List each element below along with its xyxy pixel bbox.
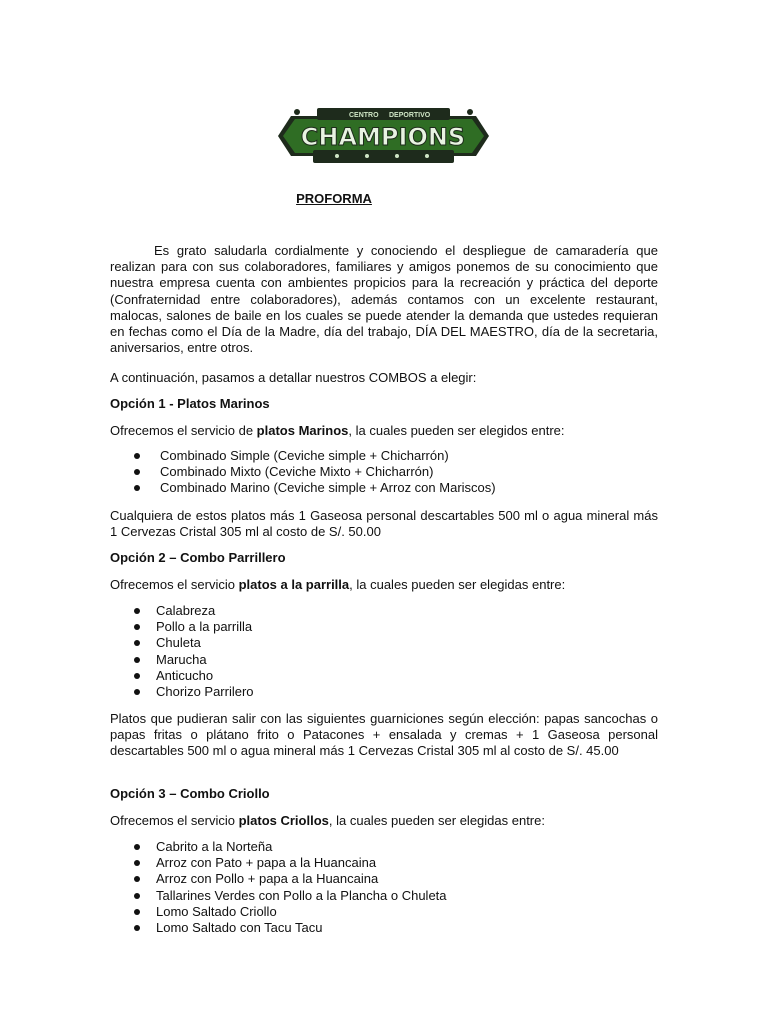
bullet-icon — [134, 909, 140, 915]
option3-offer-post: , la cuales pueden ser elegidas entre: — [328, 813, 545, 828]
option1-note: Cualquiera de estos platos más 1 Gaseosa personal descartables 500 ml o agua mineral más 1 Cervezas Cristal 305 ml al costo de S/. 50.00 — [110, 508, 658, 540]
option2-offer-pre: Ofrecemos el servicio — [110, 577, 239, 592]
bullet-icon — [134, 673, 140, 679]
list-item: Marucha — [110, 652, 658, 668]
champions-logo — [277, 106, 490, 166]
list-item: Cabrito a la Norteña — [110, 839, 658, 855]
bullet-icon — [134, 893, 140, 899]
option3-list — [110, 839, 658, 936]
list-item: Chuleta — [110, 635, 658, 651]
option2-heading: Opción 2 – Combo Parrillero — [110, 550, 286, 565]
list-item: Combinado Marino (Ceviche simple + Arroz con Mariscos) — [110, 480, 658, 496]
option2-note: Platos que pudieran salir con las siguientes guarniciones según elección: papas sancochas o papas fritas o plátano frito o Patacones + ensalada y cremas + 1 Gaseosa personal descartables 500 ml o agua mineral más 1 Cervezas Cristal 305 ml al costo de S/. 45.00 — [110, 711, 658, 759]
option3-offer — [110, 813, 658, 829]
list-item: Lomo Saltado con Tacu Tacu — [110, 920, 658, 936]
option3-heading: Opción 3 – Combo Criollo — [110, 786, 270, 801]
option1-offer-bold: platos Marinos — [256, 423, 349, 438]
bullet-icon — [134, 608, 140, 614]
intro-paragraph: Es grato saludarla cordialmente y conociendo el despliegue de camaradería que realizan para con sus colaboradores, familiares y amigos ponemos de su conocimiento que nuestra empresa cuenta con ambientes propicios para la recreación y práctica del deporte (Confraternidad entre colaboradores), además contamos con un excelente restaurant, malocas, salones de baile en los cuales se puede atender la demanda que ustedes requieran en fechas como el Día de la Madre, día del trabajo, DÍA DEL MAESTRO, día de la secretaria, aniversarios, entre otros. — [110, 243, 658, 356]
option1-offer — [110, 423, 658, 439]
list-item: Combinado Simple (Ceviche simple + Chicharrón) — [110, 448, 658, 464]
option3-offer-bold: platos Criollos — [238, 813, 329, 828]
list-item: Chorizo Parrilero — [110, 684, 658, 700]
bullet-icon — [134, 624, 140, 630]
bullet-icon — [134, 453, 140, 459]
bullet-icon — [134, 844, 140, 850]
option1-heading: Opción 1 - Platos Marinos — [110, 396, 270, 411]
list-item: Anticucho — [110, 668, 658, 684]
bullet-icon — [134, 860, 140, 866]
bullet-icon — [134, 925, 140, 931]
option1-offer-post: , la cuales pueden ser elegidos entre: — [348, 423, 565, 438]
list-item: Calabreza — [110, 603, 658, 619]
continuation-line: A continuación, pasamos a detallar nuestros COMBOS a elegir: — [110, 370, 477, 385]
logo-top-right: DEPORTIVO — [389, 112, 431, 119]
logo-brand: CHAMPIONS — [300, 123, 466, 151]
bullet-icon — [134, 876, 140, 882]
list-item: Lomo Saltado Criollo — [110, 904, 658, 920]
bullet-icon — [134, 689, 140, 695]
bullet-icon — [134, 485, 140, 491]
page-title: PROFORMA — [296, 191, 372, 206]
option2-offer — [110, 577, 658, 593]
list-item: Arroz con Pato + papa a la Huancaina — [110, 855, 658, 871]
list-item: Tallarines Verdes con Pollo a la Plancha o Chuleta — [110, 888, 658, 904]
list-item: Pollo a la parrilla — [110, 619, 658, 635]
list-item: Combinado Mixto (Ceviche Mixto + Chicharrón) — [110, 464, 658, 480]
option1-offer-pre: Ofrecemos el servicio de — [110, 423, 257, 438]
list-item: Arroz con Pollo + papa a la Huancaina — [110, 871, 658, 887]
option2-offer-post: , la cuales pueden ser elegidas entre: — [349, 577, 566, 592]
bullet-icon — [134, 469, 140, 475]
champions-logo-graphic — [277, 106, 490, 166]
option1-list — [110, 448, 658, 497]
option3-offer-pre: Ofrecemos el servicio — [110, 813, 239, 828]
bullet-icon — [134, 640, 140, 646]
logo-top-left: CENTRO — [349, 112, 379, 119]
option2-offer-bold: platos a la parrilla — [238, 577, 350, 592]
bullet-icon — [134, 657, 140, 663]
option2-list — [110, 603, 658, 700]
